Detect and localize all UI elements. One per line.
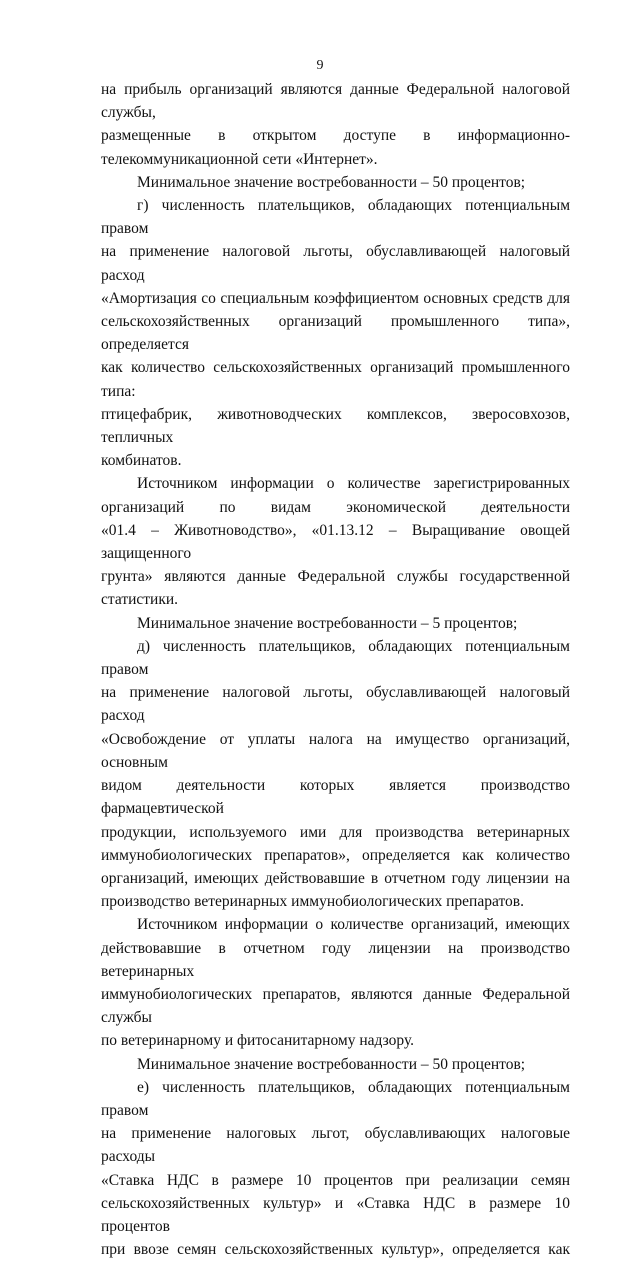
- text-line: иммунобиологических препаратов, являются данные Федеральной службы: [101, 985, 570, 1027]
- text-line: комбинатов.: [101, 452, 182, 470]
- text-line: Минимальное значение востребованности – 50 процентов;: [137, 173, 526, 191]
- text-line: «Ставка НДС в размере 10 процентов при реализации семян: [101, 1171, 570, 1189]
- text-line: на прибыль организаций являются данные Федеральной налоговой службы,: [101, 81, 570, 122]
- text-line: организаций по видам экономической деятельности: [101, 498, 570, 516]
- paragraph: [101, 472, 570, 611]
- text-line: «Освобождение от уплаты налога на имущество организаций, основным: [101, 730, 570, 771]
- text-line: на применение налоговой льготы, обуславливающей налоговый расход: [101, 684, 570, 725]
- text-line: сельскохозяйственных культур» и «Ставка НДС в размере 10 процентов: [101, 1194, 570, 1235]
- text-line: Минимальное значение востребованности – 5 процентов;: [137, 614, 518, 632]
- text-line: Источником информации о количестве организаций, имеющих: [137, 916, 570, 934]
- paragraph: [101, 1053, 570, 1076]
- text-line: на применение налоговых льгот, обуславливающих налоговые расходы: [101, 1125, 570, 1166]
- paragraph: [101, 635, 570, 913]
- text-line: продукции, используемого ими для производства ветеринарных: [101, 823, 570, 841]
- text-line: е) численность плательщиков, обладающих потенциальным правом: [101, 1078, 570, 1119]
- text-line: сельскохозяйственных организаций промышленного типа», определяется: [101, 313, 570, 354]
- paragraph: [101, 171, 570, 194]
- text-line: Источником информации о количестве зарегистрированных: [137, 475, 570, 493]
- text-line: «Амортизация со специальным коэффициентом основных средств для: [101, 289, 570, 307]
- text-line: организаций, имеющих действовавшие в отчетном году лицензии на: [101, 869, 570, 887]
- text-line: птицефабрик, животноводческих комплексов, зверосовхозов, тепличных: [101, 405, 570, 447]
- text-line: грунта» являются данные Федеральной службы государственной: [101, 568, 570, 586]
- text-line: производство ветеринарных иммунобиологических препаратов.: [101, 893, 524, 911]
- text-line: при ввозе семян сельскохозяйственных культур», определяется как: [101, 1241, 570, 1259]
- page-number: 9: [316, 58, 324, 73]
- text-line: на применение налоговой льготы, обуславливающей налоговый расход: [101, 243, 570, 284]
- paragraph: [101, 1076, 570, 1261]
- text-line: размещенные в открытом доступе в информационно-: [101, 127, 570, 145]
- text-line: г) численность плательщиков, обладающих потенциальным правом: [101, 197, 570, 238]
- text-line: видом деятельности которых является производство фармацевтической: [101, 777, 570, 818]
- text-line: по ветеринарному и фитосанитарному надзору.: [101, 1032, 415, 1050]
- text-line: «01.4 – Животноводство», «01.13.12 – Выращивание овощей защищенного: [101, 521, 570, 563]
- document-body: [101, 78, 570, 1261]
- paragraph: [101, 612, 570, 635]
- text-line: д) численность плательщиков, обладающих потенциальным правом: [101, 637, 570, 679]
- paragraph: [101, 78, 570, 171]
- paragraph: [101, 194, 570, 472]
- text-line: как количество сельскохозяйственных организаций промышленного типа:: [101, 359, 570, 400]
- paragraph: [101, 913, 570, 1052]
- text-line: Минимальное значение востребованности – 50 процентов;: [137, 1055, 526, 1073]
- text-line: телекоммуникационной сети «Интернет».: [101, 150, 378, 168]
- text-line: иммунобиологических препаратов», определяется как количество: [101, 846, 570, 864]
- text-line: статистики.: [101, 591, 179, 609]
- text-line: действовавшие в отчетном году лицензии на производство ветеринарных: [101, 939, 570, 980]
